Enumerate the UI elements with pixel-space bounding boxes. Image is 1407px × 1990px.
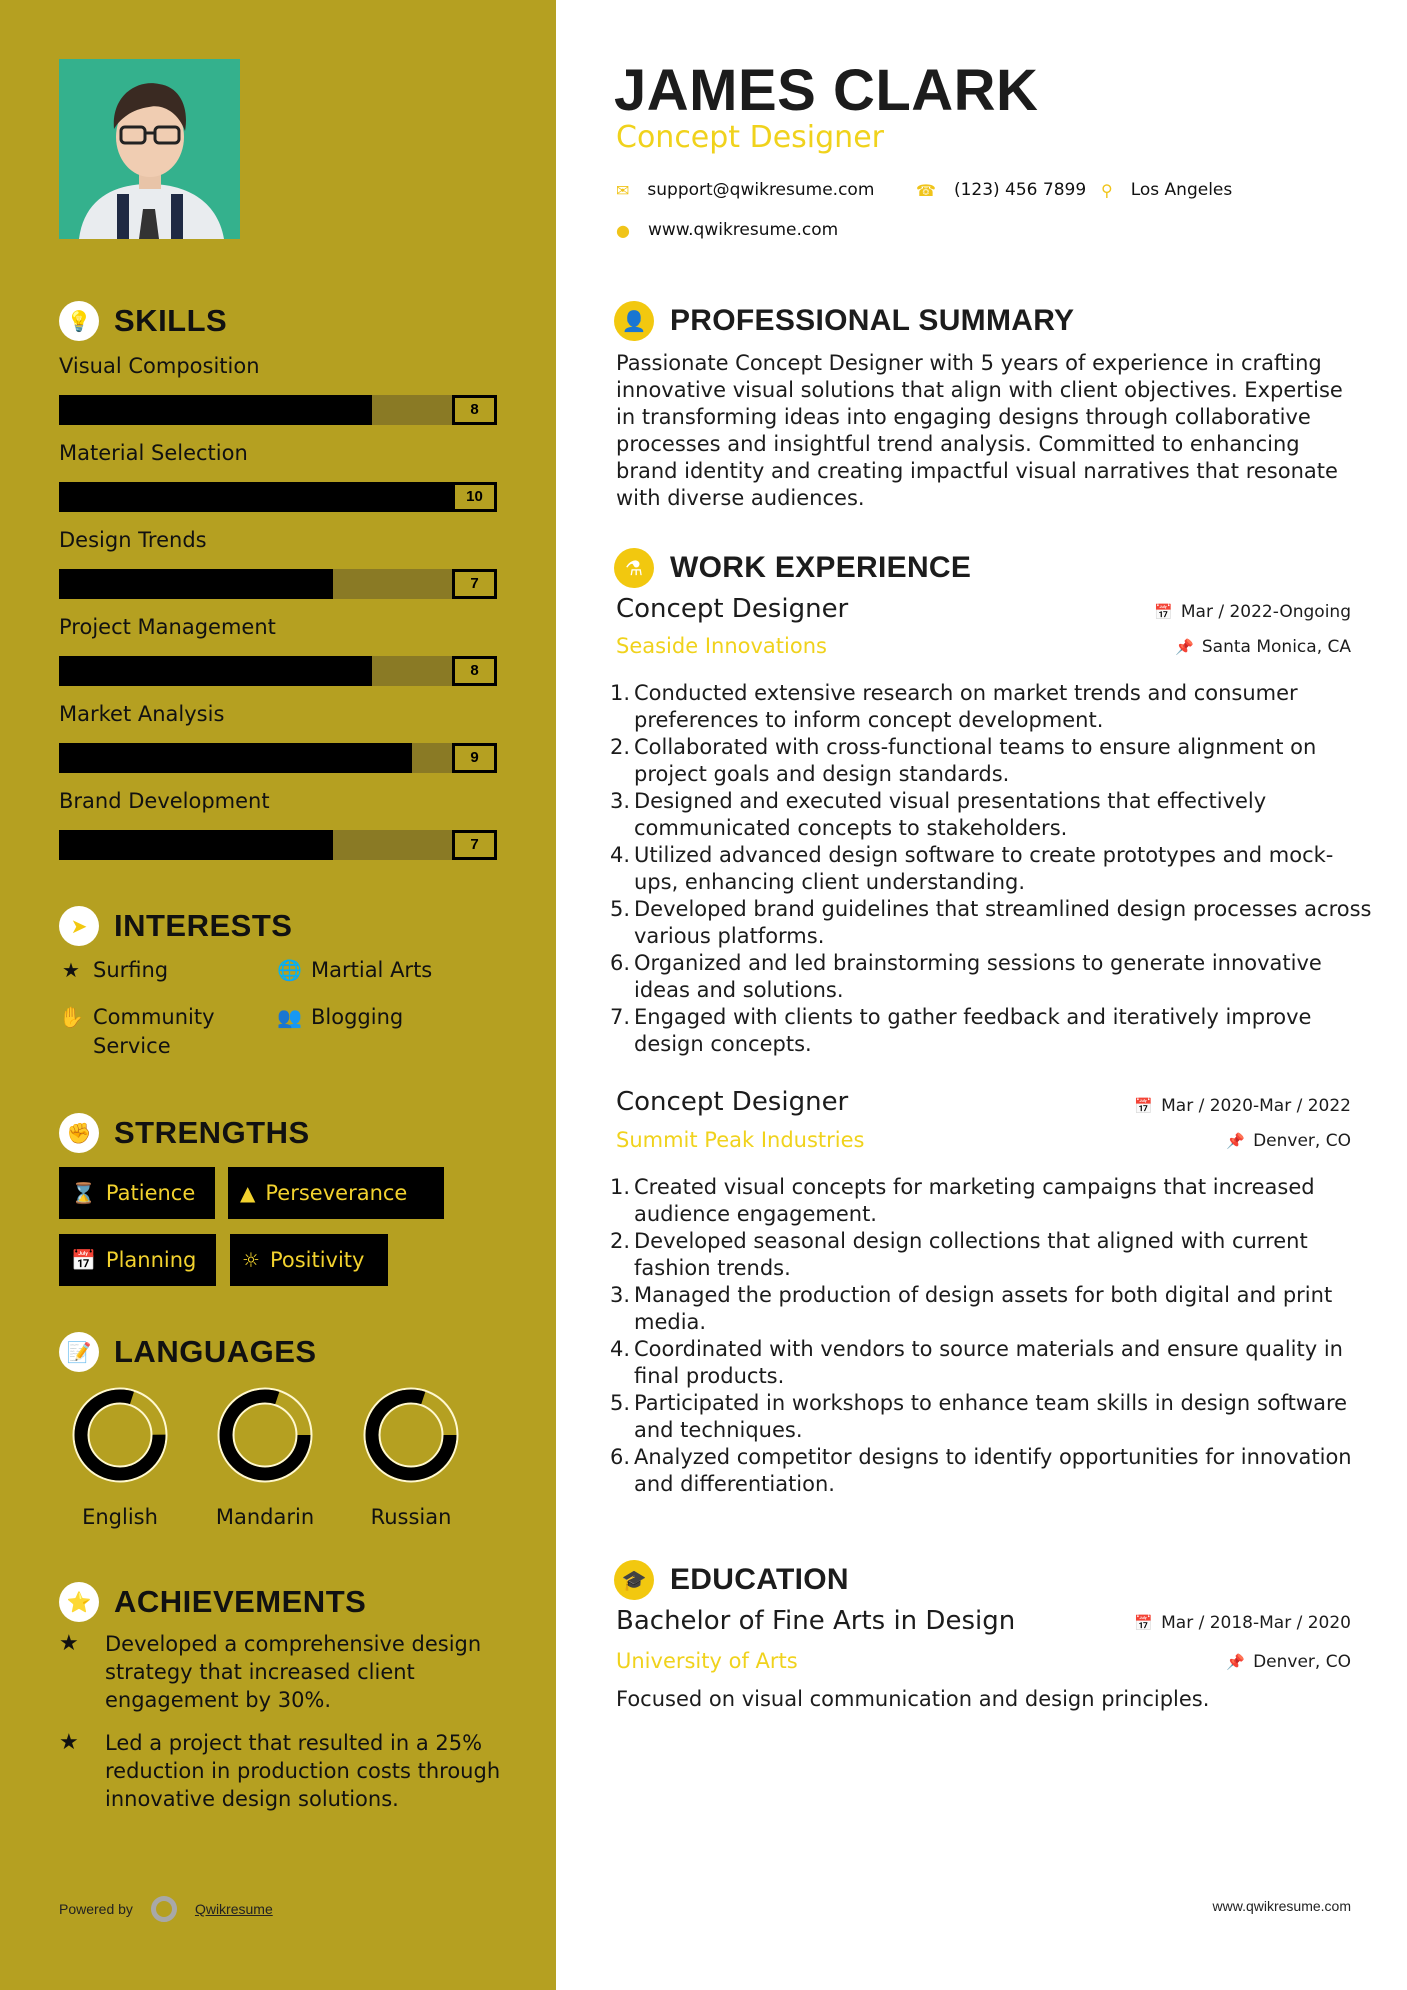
main-content bbox=[556, 0, 1407, 1990]
interest-item: ★ Surfing bbox=[59, 956, 168, 985]
shooting-star-icon: ★ bbox=[59, 1631, 79, 1656]
skill-bar-fill bbox=[59, 395, 372, 425]
skill-bar-fill bbox=[59, 830, 333, 860]
skill-bar-fill bbox=[59, 743, 412, 773]
pushpin-icon: 📌 bbox=[1226, 1653, 1246, 1671]
list-item: 6. Organized and led brainstorming sessions to generate innovative ideas and solutions. bbox=[610, 951, 1322, 1002]
interests-heading: ➤ INTERESTS bbox=[59, 906, 292, 946]
globe-icon: 🌐 bbox=[277, 958, 302, 982]
pushpin-icon: 📌 bbox=[1175, 638, 1194, 656]
road-icon: ▲ bbox=[240, 1181, 256, 1205]
language-donut-chart bbox=[72, 1387, 168, 1483]
pushpin-icon: 📌 bbox=[1226, 1132, 1246, 1150]
contact-website: ● www.qwikresume.com bbox=[616, 220, 839, 240]
candidate-name: JAMES CLARK bbox=[614, 58, 1039, 123]
envelope-icon: ✉ bbox=[616, 180, 630, 200]
job-title: Concept Designer bbox=[616, 594, 849, 624]
list-item: 5. Developed brand guidelines that streamlined design processes across various platforms. bbox=[610, 897, 1372, 948]
job-bullets bbox=[610, 680, 1376, 1058]
skill-bar: 8 bbox=[59, 395, 497, 425]
footer-website-link[interactable]: www.qwikresume.com bbox=[1212, 1898, 1351, 1914]
strength-badge: 📅 Planning bbox=[59, 1234, 216, 1286]
job-title: Concept Designer bbox=[616, 1087, 849, 1117]
list-item: 3. Designed and executed visual presentations that effectively communicated concepts to stakeholders. bbox=[610, 789, 1267, 840]
calendar-icon: 📅 bbox=[1134, 1614, 1154, 1632]
interest-item: 👥 Blogging bbox=[277, 1003, 403, 1032]
list-item: 3. Managed the production of design assets for both digital and print media. bbox=[610, 1283, 1333, 1334]
summary-text: Passionate Concept Designer with 5 years of experience in crafting innovative visual solutions that align with client objectives. Expertise in transforming ideas into engaging designs through collaborative processes and insightful trend analysis. Committed to enhancing brand identity and creating impactful visual narratives that resonate with diverse audiences. bbox=[616, 351, 1343, 510]
qwikresume-link[interactable]: Qwikresume bbox=[194, 1901, 273, 1917]
user-icon: 👤 bbox=[614, 301, 654, 341]
skill-item: Project Management 8 bbox=[59, 612, 499, 686]
job-company: Summit Peak Industries bbox=[616, 1128, 865, 1152]
contact-location: ⚲ Los Angeles bbox=[1101, 180, 1233, 200]
list-item: 7. Engaged with clients to gather feedback and iteratively improve design concepts. bbox=[610, 1005, 1312, 1056]
skill-item: Market Analysis 9 bbox=[59, 699, 499, 773]
profile-photo bbox=[59, 59, 240, 239]
job-location: 📌 Santa Monica, CA bbox=[1175, 637, 1351, 657]
qwikresume-logo-icon bbox=[151, 1896, 177, 1922]
job-bullets bbox=[610, 1174, 1376, 1498]
hand-icon: ✋ bbox=[59, 1005, 84, 1029]
interest-item: ✋ Community Service bbox=[59, 1005, 215, 1058]
sidebar bbox=[0, 0, 556, 1990]
education-heading: 🎓 EDUCATION bbox=[614, 1560, 849, 1600]
education-dates: 📅 Mar / 2018-Mar / 2020 bbox=[1134, 1613, 1351, 1633]
skill-bar: 7 bbox=[59, 569, 497, 599]
skill-bar-fill bbox=[59, 656, 372, 686]
language-item: Russian bbox=[346, 1387, 476, 1529]
list-item: 1. Created visual concepts for marketing campaigns that increased audience engagement. bbox=[610, 1175, 1315, 1226]
language-item: English bbox=[55, 1387, 185, 1529]
skill-bar: 10 bbox=[59, 482, 497, 512]
interest-item: 🌐 Martial Arts bbox=[277, 956, 432, 985]
list-item: 2. Collaborated with cross-functional teams to ensure alignment on project goals and design standards. bbox=[610, 735, 1317, 786]
lightbulb-icon: 💡 bbox=[59, 301, 99, 341]
skill-bar: 9 bbox=[59, 743, 497, 773]
achievement-item: ★ Developed a comprehensive design strategy that increased client engagement by 30%. bbox=[59, 1631, 482, 1712]
summary-heading: 👤 PROFESSIONAL SUMMARY bbox=[614, 301, 1074, 341]
fist-icon: ✊ bbox=[59, 1113, 99, 1153]
skill-bar: 8 bbox=[59, 656, 497, 686]
job-location: 📌 Denver, CO bbox=[1226, 1131, 1351, 1151]
strength-badge: ▲ Perseverance bbox=[228, 1167, 444, 1219]
calendar-icon: 📅 bbox=[1134, 1097, 1154, 1115]
experience-heading: ⚗ WORK EXPERIENCE bbox=[614, 548, 971, 588]
contact-email: ✉ support@qwikresume.com bbox=[616, 180, 875, 200]
list-item: 2. Developed seasonal design collections that aligned with current fashion trends. bbox=[610, 1229, 1308, 1280]
graduate-icon: 🎓 bbox=[614, 1560, 654, 1600]
skill-bar: 7 bbox=[59, 830, 497, 860]
skill-bar-fill bbox=[59, 569, 333, 599]
skill-item: Visual Composition 8 bbox=[59, 351, 499, 425]
strength-badge: ☼ Positivity bbox=[230, 1234, 388, 1286]
list-item: 5. Participated in workshops to enhance team skills in design software and techniques. bbox=[610, 1391, 1348, 1442]
education-location: 📌 Denver, CO bbox=[1226, 1652, 1351, 1672]
list-item: 1. Conducted extensive research on market trends and consumer preferences to inform concept development. bbox=[610, 681, 1298, 732]
education-description: Focused on visual communication and design principles. bbox=[616, 1687, 1210, 1711]
skill-bar-fill bbox=[59, 482, 497, 512]
skill-item: Material Selection 10 bbox=[59, 438, 499, 512]
job-dates: 📅 Mar / 2022-Ongoing bbox=[1154, 602, 1351, 622]
translate-icon: 📝 bbox=[59, 1332, 99, 1372]
job-company: Seaside Innovations bbox=[616, 634, 827, 658]
education-degree: Bachelor of Fine Arts in Design bbox=[616, 1606, 1016, 1636]
contact-phone: ☎ (123) 456 7899 bbox=[916, 180, 1087, 200]
achievements-heading: ⭐ ACHIEVEMENTS bbox=[59, 1582, 366, 1622]
list-item: 4. Coordinated with vendors to source materials and ensure quality in final products. bbox=[610, 1337, 1343, 1388]
globe-icon: ● bbox=[616, 220, 630, 240]
shooting-star-icon: ★ bbox=[59, 1730, 79, 1755]
skills-heading: 💡 SKILLS bbox=[59, 301, 227, 341]
users-icon: 👥 bbox=[277, 1005, 302, 1029]
education-school: University of Arts bbox=[616, 1649, 798, 1673]
office-chair-icon: ⚗ bbox=[614, 548, 654, 588]
language-donut-chart bbox=[363, 1387, 459, 1483]
sun-icon: ☼ bbox=[242, 1248, 260, 1272]
candidate-role: Concept Designer bbox=[616, 120, 884, 155]
powered-by: Powered by Qwikresume bbox=[59, 1896, 273, 1922]
job-dates: 📅 Mar / 2020-Mar / 2022 bbox=[1134, 1096, 1351, 1116]
languages-heading: 📝 LANGUAGES bbox=[59, 1332, 317, 1372]
strength-badge: ⌛ Patience bbox=[59, 1167, 215, 1219]
star-icon: ★ bbox=[62, 958, 80, 982]
calendar-icon: 📅 bbox=[71, 1248, 96, 1272]
profile-photo-illustration bbox=[59, 59, 240, 239]
list-item: 4. Utilized advanced design software to create prototypes and mock-ups, enhancing client understanding. bbox=[610, 843, 1334, 894]
strengths-heading: ✊ STRENGTHS bbox=[59, 1113, 310, 1153]
list-item: 6. Analyzed competitor designs to identify opportunities for innovation and differentiation. bbox=[610, 1445, 1352, 1496]
skill-item: Brand Development 7 bbox=[59, 786, 499, 860]
map-pin-icon: ⚲ bbox=[1101, 180, 1113, 200]
achievement-item: ★ Led a project that resulted in a 25% reduction in production costs through innovative design solutions. bbox=[59, 1730, 501, 1811]
language-donut-chart bbox=[217, 1387, 313, 1483]
phone-icon: ☎ bbox=[916, 180, 936, 200]
paper-plane-icon: ➤ bbox=[59, 906, 99, 946]
language-item: Mandarin bbox=[200, 1387, 330, 1529]
shooting-star-icon: ⭐ bbox=[59, 1582, 99, 1622]
hourglass-icon: ⌛ bbox=[71, 1181, 96, 1205]
calendar-icon: 📅 bbox=[1154, 603, 1173, 621]
skill-item: Design Trends 7 bbox=[59, 525, 499, 599]
